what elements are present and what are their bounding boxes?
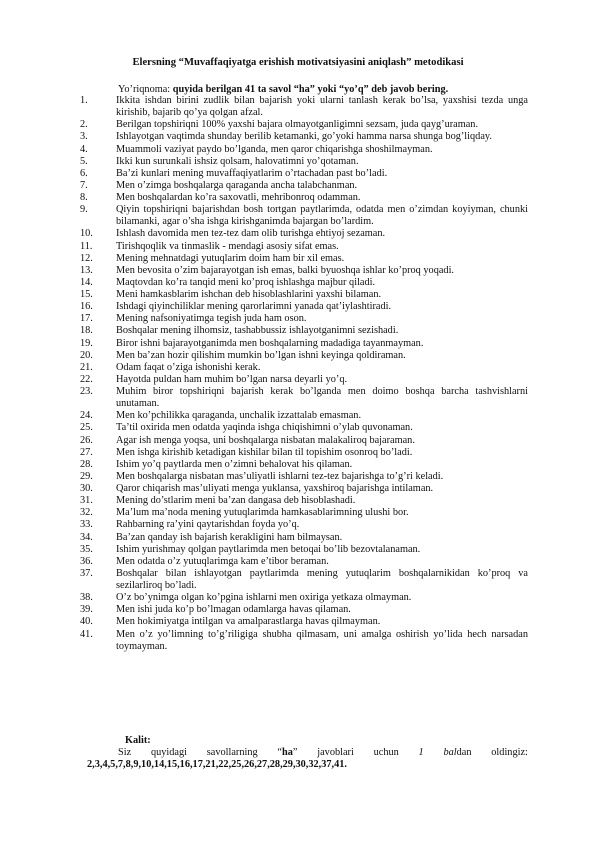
question-item <box>80 204 528 228</box>
question-number: 2. <box>80 119 88 131</box>
question-text: Odam faqat o’ziga ishonishi kerak. <box>116 361 261 373</box>
key-word: uchun <box>373 747 399 758</box>
question-text: Mening do’stlarim meni ba’zan dangasa deb hisoblashadi. <box>116 495 356 507</box>
instruction <box>118 84 528 95</box>
question-item <box>80 410 528 422</box>
instruction-prefix: Yo’riqnoma: <box>118 84 173 95</box>
question-item <box>80 616 528 628</box>
question-text: Ba’zi kunlari mening muvaffaqiyatlarim o’rtachadan past bo’ladi. <box>116 167 388 179</box>
document-title: Elersning “Muvaffaqiyatga erishish motivatsiyasini aniqlash” metodikasi <box>132 57 464 68</box>
question-item <box>80 604 528 616</box>
key-bal: bal <box>443 747 457 758</box>
question-item <box>80 362 528 374</box>
key-answer-list: 2,3,4,5,7,8,9,10,14,15,16,17,21,22,25,26,27,28,29,30,32,37,41. <box>87 759 347 770</box>
question-number: 24. <box>80 410 93 422</box>
question-number: 40. <box>80 616 93 628</box>
question-text: Qiyin topshiriqni bajarishdan bosh tortgan paytlarimda, odatda men o’zimdan koyiyman, chunki bilamanki, agar o’sha ishga kirishganimda bajargan bo’lardim. <box>116 204 528 228</box>
question-item <box>80 131 528 143</box>
question-item <box>80 519 528 531</box>
question-number: 16. <box>80 301 93 313</box>
question-text: Maqtovdan ko’ra tanqid meni ko’proq ishlashga majbur qiladi. <box>116 276 376 288</box>
question-number: 3. <box>80 131 88 143</box>
question-number: 41. <box>80 628 93 640</box>
question-item <box>80 156 528 168</box>
question-text: Men ba’zan hozir qilishim mumkin bo’lgan ishni keyinga qoldiraman. <box>116 349 406 361</box>
question-number: 31. <box>80 495 93 507</box>
question-item <box>80 592 528 604</box>
question-text: Tirishqoqlik va tinmaslik - mendagi asosiy sifat emas. <box>116 240 339 252</box>
key-instruction <box>118 747 528 758</box>
question-number: 11. <box>80 240 93 252</box>
key-one: 1 <box>418 747 424 758</box>
question-text: Meni hamkasblarim ishchan deb hisoblashlarini yaxshi bilaman. <box>116 289 382 300</box>
question-text: Ishlayotgan vaqtimda shunday berilib ketamanki, go’yoki hamma narsa shunga bog’liqday. <box>116 131 492 143</box>
question-number: 32. <box>80 507 93 519</box>
question-number: 30. <box>80 483 93 494</box>
key-ha-bold: ha <box>282 747 293 758</box>
question-number: 8. <box>80 192 88 203</box>
question-number: 13. <box>80 264 93 276</box>
question-item <box>80 313 528 325</box>
key-word: Siz <box>118 747 132 758</box>
key-baldan: baldan <box>443 747 472 758</box>
question-text: Men ishi juda ko’p bo’lmagan odamlarga havas qilaman. <box>116 604 351 616</box>
question-text: Ta’til oxirida men odatda yaqinda ishga chiqishimni o’ylab quvonaman. <box>116 422 413 434</box>
question-number: 1. <box>80 95 88 106</box>
question-item <box>80 459 528 471</box>
question-text: Hayotda puldan ham muhim bo’lgan narsa deyarli yo’q. <box>116 373 348 385</box>
question-number: 15. <box>80 289 93 300</box>
question-text: Muhim biror topshiriqni bajarish kerak bo’lganda men doimo boshqa barcha tashvishlarni unutaman. <box>116 386 528 410</box>
question-text: Agar ish menga yoqsa, uni boshqalarga nisbatan malakaliroq bajaraman. <box>116 434 415 446</box>
question-text: Biror ishni bajarayotganimda men boshqalarning madadiga tayanmayman. <box>116 337 424 349</box>
key-title: Kalit: <box>125 735 151 746</box>
question-item <box>80 507 528 519</box>
question-text: Boshqalar bilan ishlayotgan paytlarimda mening yutuqlarim boshqalarnikidan ko’proq va sezilarliroq bo’ladi. <box>116 567 528 591</box>
question-number: 19. <box>80 337 93 349</box>
question-number: 4. <box>80 143 88 155</box>
question-item <box>80 374 528 386</box>
question-number: 22. <box>80 373 93 385</box>
question-number: 10. <box>80 228 93 240</box>
question-number: 37. <box>80 567 93 579</box>
question-number: 26. <box>80 434 93 446</box>
key-word: quyidagi <box>150 747 187 758</box>
question-number: 28. <box>80 458 93 470</box>
question-number: 7. <box>80 179 88 191</box>
question-text: Ishdagi qiyinchiliklar mening qarorlarimni yanada qat’iylashtiradi. <box>116 301 392 313</box>
question-number: 36. <box>80 555 93 567</box>
key-word: savollarning <box>206 747 258 758</box>
question-item <box>80 532 528 544</box>
question-item <box>80 144 528 156</box>
question-number: 20. <box>80 349 93 361</box>
question-item <box>80 568 528 592</box>
question-text: Men boshqalardan ko’ra saxovatli, mehribonroq odamman. <box>116 192 361 203</box>
question-item <box>80 192 528 204</box>
question-number: 39. <box>80 604 93 616</box>
question-text: Ikki kun surunkali ishsiz qolsam, halovatimni yo’qotaman. <box>116 155 359 167</box>
question-text: Ikkita ishdan birini zudlik bilan bajarish yoki ularni tanlash kerak bo’lsa, yaxshisi tezda unga kirishib, bajarib qo’ya qolgan afzal. <box>116 95 528 119</box>
question-text: Men ishga kirishib ketadigan kishilar bilan til topishim osonroq bo’ladi. <box>116 446 413 458</box>
question-item <box>80 435 528 447</box>
question-item <box>80 544 528 556</box>
question-number: 17. <box>80 313 93 325</box>
question-text: Berilgan topshiriqni 100% yaxshi bajara olmayotganligimni sezsam, juda qayg’uraman. <box>116 119 479 131</box>
question-text: Rahbarning ra’yini qaytarishdan foyda yo’q. <box>116 519 300 531</box>
question-number: 18. <box>80 325 93 337</box>
question-number: 6. <box>80 167 88 179</box>
question-number: 35. <box>80 543 93 555</box>
question-text: Men boshqalarga nisbatan mas’uliyatli ishlarni tez-tez bajarishga to’g’ri keladi. <box>116 470 444 482</box>
question-item <box>80 241 528 253</box>
question-item <box>80 289 528 301</box>
question-text: Muammoli vaziyat paydo bo’lganda, men qaror chiqarishga shoshilmayman. <box>116 143 433 155</box>
key-ha: “ha” <box>277 747 298 758</box>
question-item <box>80 422 528 434</box>
question-number: 25. <box>80 422 93 434</box>
question-text: Men o’zimga boshqalarga qaraganda ancha talabchanman. <box>116 179 358 191</box>
question-text: Qaror chiqarish mas’uliyati menga yuklansa, yaxshiroq bajarishga intilaman. <box>116 483 434 494</box>
question-number: 9. <box>80 204 88 216</box>
question-item <box>80 556 528 568</box>
question-text: Ishim yurishmay qolgan paytlarimda men betoqai bo’lib bezovtalanaman. <box>116 543 421 555</box>
question-text: Men odatda o’z yutuqlarimga kam e’tibor beraman. <box>116 555 329 567</box>
question-item <box>80 265 528 277</box>
question-text: Ishlash davomida men tez-tez dam olib turishga ehtiyoj sezaman. <box>116 228 386 240</box>
question-number: 38. <box>80 592 93 604</box>
question-number: 21. <box>80 361 93 373</box>
instruction-text: quyida berilgan 41 ta savol “ha” yoki “yo’q” deb javob bering. <box>172 84 449 95</box>
question-text: Ishim yo’q paytlarda men o’zimni behalovat his qilaman. <box>116 458 353 470</box>
question-number: 33. <box>80 519 93 531</box>
question-list <box>80 95 528 653</box>
question-item <box>80 483 528 495</box>
question-item <box>80 168 528 180</box>
question-text: O’z bo’ynimga olgan ko’pgina ishlarni men oxiriga yetkaza olmayman. <box>116 592 412 604</box>
question-item <box>80 338 528 350</box>
question-number: 27. <box>80 446 93 458</box>
question-number: 5. <box>80 155 88 167</box>
question-number: 34. <box>80 531 93 543</box>
question-item <box>80 180 528 192</box>
question-text: Mening mehnatdagi yutuqlarim doim ham bir xil emas. <box>116 252 345 264</box>
question-item <box>80 495 528 507</box>
question-number: 23. <box>80 386 93 397</box>
question-item <box>80 301 528 313</box>
question-text: Men o’z yo’limning to’g’riligiga shubha qilmasam, uni amalga oshirish yo’lida hech narsadan toymayman. <box>116 628 528 652</box>
question-item <box>80 386 528 410</box>
question-item <box>80 471 528 483</box>
question-item <box>80 253 528 265</box>
question-text: Ba’zan qanday ish bajarish kerakligini ham bilmaysan. <box>116 531 343 543</box>
question-item <box>80 350 528 362</box>
question-text: Mening nafsoniyatimga tegish juda ham oson. <box>116 313 307 325</box>
question-text: Men bevosita o’zim bajarayotgan ish emas, balki byuoshqa ishlar ko’proq yoqadi. <box>116 264 455 276</box>
question-item <box>80 95 528 119</box>
question-number: 14. <box>80 276 93 288</box>
question-text: Men ko’pchilikka qaraganda, unchalik izzattalab emasman. <box>116 410 362 422</box>
key-word: oldingiz: <box>491 747 528 758</box>
question-text: Boshqalar mening ilhomsiz, tashabbussiz ishlayotganimni sezishadi. <box>116 325 399 337</box>
question-number: 12. <box>80 252 93 264</box>
question-item <box>80 325 528 337</box>
key-word: javoblari <box>317 747 354 758</box>
question-number: 29. <box>80 470 93 482</box>
question-item <box>80 228 528 240</box>
question-item <box>80 119 528 131</box>
question-text: Ma’lum ma’noda mening yutuqlarimda hamkasablarimning ulushi bor. <box>116 507 409 519</box>
question-item <box>80 277 528 289</box>
question-text: Men hokimiyatga intilgan va amalparastlarga havas qilmayman. <box>116 616 381 628</box>
question-item <box>80 447 528 459</box>
question-item <box>80 629 528 653</box>
